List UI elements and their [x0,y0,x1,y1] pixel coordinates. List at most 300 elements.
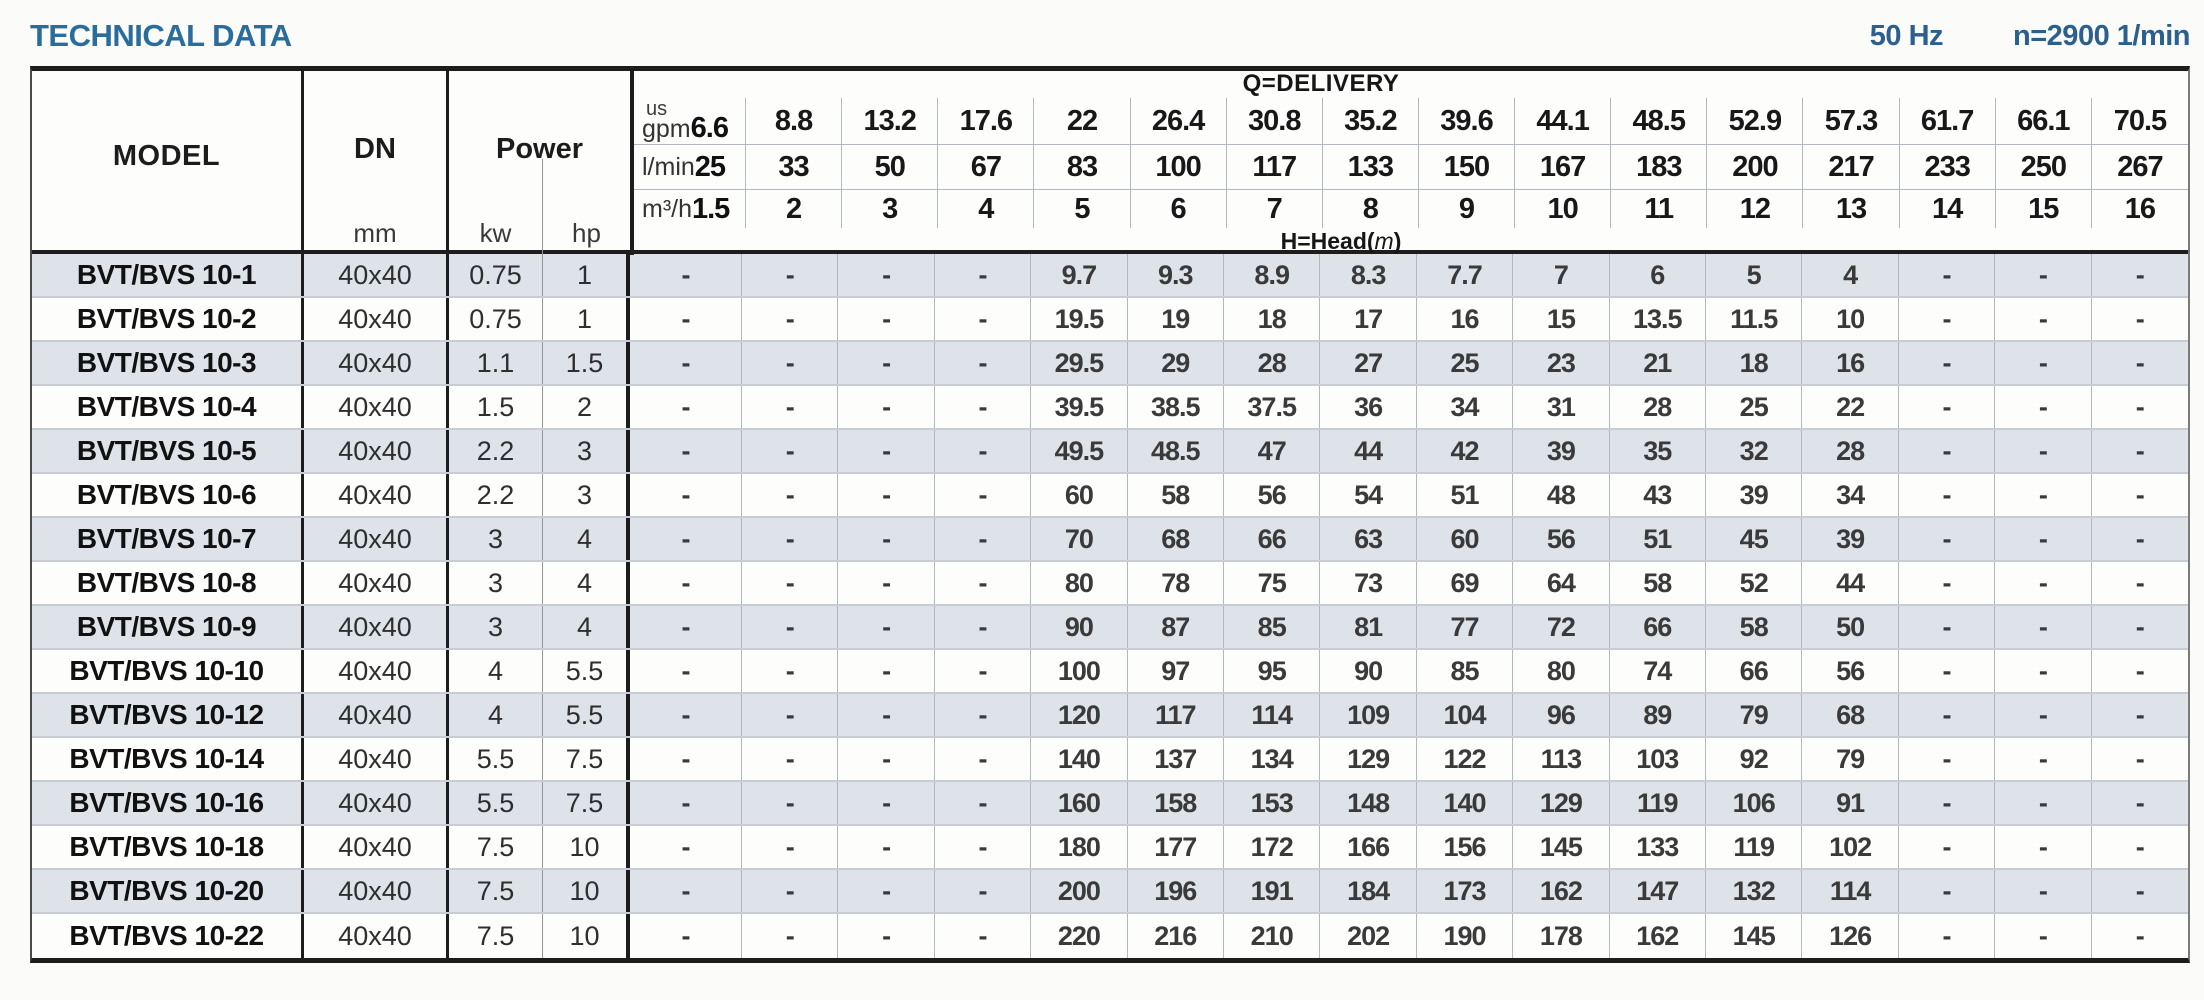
head-value-cell: 210 [1224,914,1320,958]
table-row [32,386,2188,430]
head-value-cell: - [742,298,838,340]
delivery-first-value: 1.5 [692,193,730,225]
head-value-cell: - [1995,826,2091,868]
kw-cell: 5.5 [449,782,543,824]
head-value-cell: - [1995,474,2091,516]
head-value-cell: - [1899,562,1995,604]
head-value-cell: 21 [1610,342,1706,384]
head-value-cell: 34 [1417,386,1513,428]
head-value-cell: 10 [1802,298,1898,340]
table-row [32,562,2188,606]
head-value-cell: 190 [1417,914,1513,958]
head-value-cell: - [2135,655,2144,686]
head-value-cell: 58 [1128,474,1224,516]
head-value-cell: 56 [1513,518,1609,560]
head-value-cell: - [742,474,838,516]
hp-cell: 10 [543,914,630,958]
head-value-cell: 37.5 [1224,386,1320,428]
head-value-cell: - [838,474,934,516]
head-value-cell: - [935,298,1031,340]
head-value-cell: 184 [1320,870,1416,912]
head-value-cell: 90 [1320,650,1416,692]
head-value-cell: - [1899,914,1995,958]
head-value-cell: - [838,694,934,736]
head-value-cell: 44 [1320,430,1416,472]
delivery-value-cell: 67 [938,145,1034,189]
head-value-cell: 140 [1417,782,1513,824]
model-cell: BVT/BVS 10-1 [32,254,304,296]
head-value-cell: 15 [1513,298,1609,340]
head-value-cell: 119 [1610,782,1706,824]
head-value-cell: 126 [1802,914,1898,958]
head-value-cell: 35 [1610,430,1706,472]
delivery-title: Q=DELIVERY [1242,70,1400,97]
dn-cell: 40x40 [304,474,449,516]
head-value-cell: - [2135,831,2144,862]
head-value-cell: - [1899,342,1995,384]
delivery-value-cell: 10 [1515,190,1611,228]
table-row [32,782,2188,826]
head-value-cell: - [1995,606,2091,648]
head-value-cell: 19 [1128,298,1224,340]
head-value-cell: 129 [1513,782,1609,824]
hp-unit-label: hp [572,218,601,248]
head-value-cell: - [935,826,1031,868]
kw-unit-label: kw [449,159,543,255]
page-header [30,10,2190,62]
head-value-cell: 145 [1513,826,1609,868]
head-value-cell: 39 [1802,518,1898,560]
head-value-cell: 23 [1513,342,1609,384]
dn-cell: 40x40 [304,650,449,692]
head-value-cell: 11.5 [1706,298,1802,340]
head-value-cell: - [1899,298,1995,340]
head-value-cell: - [1899,606,1995,648]
table-row [32,430,2188,474]
delivery-value-cell: 83 [1034,145,1130,189]
head-value-cell: - [630,298,742,340]
head-value-cell: - [1995,694,2091,736]
delivery-value-cell: 8.8 [746,98,842,144]
head-value-cell: - [1899,518,1995,560]
head-value-cell: 45 [1706,518,1802,560]
head-value-cell: 51 [1417,474,1513,516]
table-row [32,870,2188,914]
head-value-cell: 156 [1417,826,1513,868]
head-value-cell: 42 [1417,430,1513,472]
head-value-cell: 44 [1802,562,1898,604]
delivery-value-cell: 200 [1707,145,1803,189]
head-value-cell: 16 [1802,342,1898,384]
head-value-cell: - [1995,254,2091,296]
hp-cell: 4 [543,606,630,648]
head-value-cell: 58 [1610,562,1706,604]
head-value-cell: - [630,738,742,780]
head-value-cell: - [1995,342,2091,384]
delivery-value-cell: 17.6 [938,98,1034,144]
dn-column-header [304,71,449,255]
head-value-cell: 18 [1224,298,1320,340]
hp-cell: 1 [543,298,630,340]
head-value-cell: - [1899,430,1995,472]
head-value-cell: - [630,826,742,868]
head-value-cell: 60 [1031,474,1127,516]
delivery-value-cell: 13.2 [842,98,938,144]
head-value-cell: - [935,914,1031,958]
dn-cell: 40x40 [304,254,449,296]
delivery-value-cell: 30.8 [1227,98,1323,144]
head-value-cell: - [838,870,934,912]
model-cell: BVT/BVS 10-8 [32,562,304,604]
delivery-first-value: 25 [694,151,726,183]
model-cell: BVT/BVS 10-18 [32,826,304,868]
dn-cell: 40x40 [304,914,449,958]
hp-cell: 7.5 [543,738,630,780]
head-value-cell: 73 [1320,562,1416,604]
head-value-cell: 85 [1417,650,1513,692]
head-value-cell: 66 [1706,650,1802,692]
head-value-cell: 147 [1610,870,1706,912]
kw-cell: 5.5 [449,738,543,780]
hp-cell: 1 [543,254,630,296]
head-value-cell: 69 [1417,562,1513,604]
head-value-cell: - [2135,787,2144,818]
head-value-cell: - [2135,523,2144,554]
kw-cell: 7.5 [449,914,543,958]
hp-cell: 7.5 [543,782,630,824]
head-value-cell: - [1995,518,2091,560]
head-value-cell: - [1899,738,1995,780]
head-value-cell: - [935,694,1031,736]
kw-cell: 3 [449,562,543,604]
delivery-value-cell: 150 [1419,145,1515,189]
head-value-cell: 117 [1128,694,1224,736]
head-value-cell: 32 [1706,430,1802,472]
head-value-cell: 50 [1802,606,1898,648]
head-value-cell: 63 [1320,518,1416,560]
head-value-cell: 89 [1610,694,1706,736]
head-value-cell: 54 [1320,474,1416,516]
table-row [32,474,2188,518]
head-value-cell: 80 [1031,562,1127,604]
head-value-cell: 28 [1610,386,1706,428]
head-value-cell: - [1899,826,1995,868]
head-value-cell: 29 [1128,342,1224,384]
head-value-cell: - [838,826,934,868]
dn-cell: 40x40 [304,386,449,428]
head-value-cell: 177 [1128,826,1224,868]
delivery-value-cell: 15 [1996,190,2092,228]
head-value-cell: 87 [1128,606,1224,648]
model-cell: BVT/BVS 10-10 [32,650,304,692]
head-value-cell: 103 [1610,738,1706,780]
head-value-cell: 7 [1513,254,1609,296]
head-value-cell: - [838,254,934,296]
delivery-value-cell: 16 [2124,192,2156,225]
table-row [32,606,2188,650]
head-value-cell: 19.5 [1031,298,1127,340]
head-value-cell: 122 [1417,738,1513,780]
model-cell: BVT/BVS 10-6 [32,474,304,516]
head-value-cell: - [742,826,838,868]
frequency-label: 50 Hz [1869,19,1944,52]
head-value-cell: - [1995,870,2091,912]
dn-cell: 40x40 [304,694,449,736]
head-value-cell: 100 [1031,650,1127,692]
head-value-cell: - [630,914,742,958]
head-value-cell: - [630,254,742,296]
head-value-cell: 75 [1224,562,1320,604]
kw-cell: 0.75 [449,298,543,340]
delivery-value-cell: 33 [746,145,842,189]
table-row [32,694,2188,738]
delivery-value-cell: 22 [1034,98,1130,144]
head-value-cell: - [742,870,838,912]
head-value-cell: 66 [1610,606,1706,648]
head-value-cell: 17 [1320,298,1416,340]
power-column-header [449,71,630,255]
head-value-cell: - [1899,474,1995,516]
head-value-cell: - [742,254,838,296]
head-value-cell: - [838,430,934,472]
model-cell: BVT/BVS 10-7 [32,518,304,560]
dn-cell: 40x40 [304,826,449,868]
head-value-cell: 60 [1417,518,1513,560]
model-cell: BVT/BVS 10-22 [32,914,304,958]
head-value-cell: 114 [1224,694,1320,736]
head-value-cell: - [742,430,838,472]
delivery-value-cell: 39.6 [1419,98,1515,144]
head-value-cell: 66 [1224,518,1320,560]
head-value-cell: 132 [1706,870,1802,912]
hp-cell: 10 [543,870,630,912]
dn-cell: 40x40 [304,782,449,824]
delivery-unit-row-m3h [634,190,2188,228]
head-value-cell: - [1995,650,2091,692]
hp-cell: 4 [543,562,630,604]
unit-label: l/min [642,153,695,181]
model-header-label: MODEL [112,139,221,172]
dn-unit-label: mm [353,218,397,248]
head-label: H=Head(m) [1280,228,1402,254]
head-value-cell: 178 [1513,914,1609,958]
table-row [32,298,2188,342]
head-value-cell: - [2135,479,2144,510]
head-value-cell: - [935,782,1031,824]
head-value-cell: 25 [1706,386,1802,428]
delivery-value-cell: 8 [1323,190,1419,228]
head-value-cell: 173 [1417,870,1513,912]
head-value-cell: 8.3 [1320,254,1416,296]
head-value-cell: - [838,782,934,824]
head-value-cell: - [1995,298,2091,340]
delivery-value-cell: 100 [1131,145,1227,189]
head-value-cell: - [742,606,838,648]
table-row [32,254,2188,298]
head-value-cell: - [742,650,838,692]
model-cell: BVT/BVS 10-16 [32,782,304,824]
head-value-cell: 200 [1031,870,1127,912]
head-value-cell: 137 [1128,738,1224,780]
head-value-cell: - [742,386,838,428]
head-value-cell: 96 [1513,694,1609,736]
page-title: TECHNICAL DATA [30,18,292,53]
delivery-value-cell: 3 [842,190,938,228]
head-value-cell: 79 [1706,694,1802,736]
dn-cell: 40x40 [304,342,449,384]
delivery-value-cell: 267 [2117,150,2163,183]
kw-cell: 3 [449,518,543,560]
head-value-cell: - [1899,650,1995,692]
head-value-cell: 39 [1706,474,1802,516]
head-value-cell: 31 [1513,386,1609,428]
model-cell: BVT/BVS 10-12 [32,694,304,736]
head-value-cell: 16 [1417,298,1513,340]
head-value-cell: 196 [1128,870,1224,912]
head-value-cell: 95 [1224,650,1320,692]
head-value-cell: - [630,870,742,912]
delivery-value-cell: 66.1 [1996,98,2092,144]
table-row [32,518,2188,562]
head-value-cell: - [935,738,1031,780]
kw-cell: 3 [449,606,543,648]
head-value-cell: 162 [1513,870,1609,912]
delivery-value-cell: 61.7 [1900,98,1996,144]
head-value-cell: 153 [1224,782,1320,824]
technical-data-table [30,66,2190,963]
head-value-cell: - [2135,611,2144,642]
table-row [32,738,2188,782]
head-value-cell: 27 [1320,342,1416,384]
head-value-cell: - [1995,562,2091,604]
head-value-cell: - [1899,254,1995,296]
head-value-cell: - [935,650,1031,692]
delivery-value-cell: 13 [1803,190,1899,228]
head-value-cell: - [742,342,838,384]
delivery-value-cell: 12 [1707,190,1803,228]
head-value-cell: 160 [1031,782,1127,824]
head-value-cell: 9.7 [1031,254,1127,296]
table-row [32,650,2188,694]
table-header [32,71,2188,254]
head-value-cell: - [1995,738,2091,780]
head-value-cell: - [838,562,934,604]
delivery-value-cell: 70.5 [2113,104,2167,137]
head-value-cell: - [1995,430,2091,472]
head-value-cell: - [630,650,742,692]
head-value-cell: 39.5 [1031,386,1127,428]
kw-cell: 7.5 [449,826,543,868]
head-value-cell: 109 [1320,694,1416,736]
model-cell: BVT/BVS 10-2 [32,298,304,340]
head-value-cell: 29.5 [1031,342,1127,384]
head-value-cell: 56 [1802,650,1898,692]
head-value-cell: - [630,474,742,516]
table-row [32,342,2188,386]
delivery-value-cell: 217 [1803,145,1899,189]
delivery-value-cell: 167 [1515,145,1611,189]
kw-cell: 2.2 [449,430,543,472]
delivery-value-cell: 7 [1227,190,1323,228]
head-value-cell: 113 [1513,738,1609,780]
head-value-cell: - [2135,391,2144,422]
head-value-cell: - [742,694,838,736]
head-value-cell: 80 [1513,650,1609,692]
delivery-first-value: 6.6 [690,112,728,144]
delivery-unit-cell [634,145,746,189]
kw-cell: 2.2 [449,474,543,516]
head-value-cell: 78 [1128,562,1224,604]
head-value-cell: - [630,342,742,384]
head-value-cell: 102 [1802,826,1898,868]
dn-cell: 40x40 [304,870,449,912]
head-value-cell: 28 [1224,342,1320,384]
head-value-cell: 114 [1802,870,1898,912]
head-value-cell: 56 [1224,474,1320,516]
head-value-cell: 202 [1320,914,1416,958]
kw-cell: 1.5 [449,386,543,428]
speed-label: n=2900 1/min [2013,19,2190,52]
delivery-unit-row-gpm [634,98,2188,145]
head-value-cell: - [2135,875,2144,906]
dn-cell: 40x40 [304,298,449,340]
head-value-cell: - [935,386,1031,428]
head-value-cell: 9.3 [1128,254,1224,296]
head-value-cell: - [838,914,934,958]
power-header-label: Power [495,133,584,165]
head-value-cell: 68 [1802,694,1898,736]
head-value-cell: - [1899,870,1995,912]
head-value-cell: - [838,518,934,560]
head-value-cell: 91 [1802,782,1898,824]
delivery-unit-cell [634,190,746,228]
head-value-cell: 51 [1610,518,1706,560]
table-row [32,914,2188,958]
head-value-cell: - [838,650,934,692]
hp-cell: 3 [543,430,630,472]
head-value-cell: 28 [1802,430,1898,472]
head-value-cell: 133 [1610,826,1706,868]
delivery-value-cell: 117 [1227,145,1323,189]
delivery-value-cell: 233 [1900,145,1996,189]
head-value-cell: 120 [1031,694,1127,736]
head-value-cell: 172 [1224,826,1320,868]
hp-cell: 2 [543,386,630,428]
head-value-cell: 18 [1706,342,1802,384]
head-value-cell: 25 [1417,342,1513,384]
kw-cell: 7.5 [449,870,543,912]
kw-cell: 1.1 [449,342,543,384]
head-value-cell: 145 [1706,914,1802,958]
kw-cell: 0.75 [449,254,543,296]
head-value-cell: - [630,518,742,560]
head-value-cell: 70 [1031,518,1127,560]
head-value-cell: 158 [1128,782,1224,824]
head-value-cell: - [838,738,934,780]
head-value-cell: - [935,562,1031,604]
head-value-cell: 97 [1128,650,1224,692]
head-value-cell: 48.5 [1128,430,1224,472]
head-value-cell: 216 [1128,914,1224,958]
head-value-cell: 47 [1224,430,1320,472]
delivery-value-cell: 9 [1419,190,1515,228]
delivery-value-cell: 26.4 [1131,98,1227,144]
head-value-cell: 134 [1224,738,1320,780]
head-value-cell: - [935,606,1031,648]
delivery-value-cell: 52.9 [1707,98,1803,144]
head-value-cell: - [935,430,1031,472]
head-value-cell: - [935,254,1031,296]
